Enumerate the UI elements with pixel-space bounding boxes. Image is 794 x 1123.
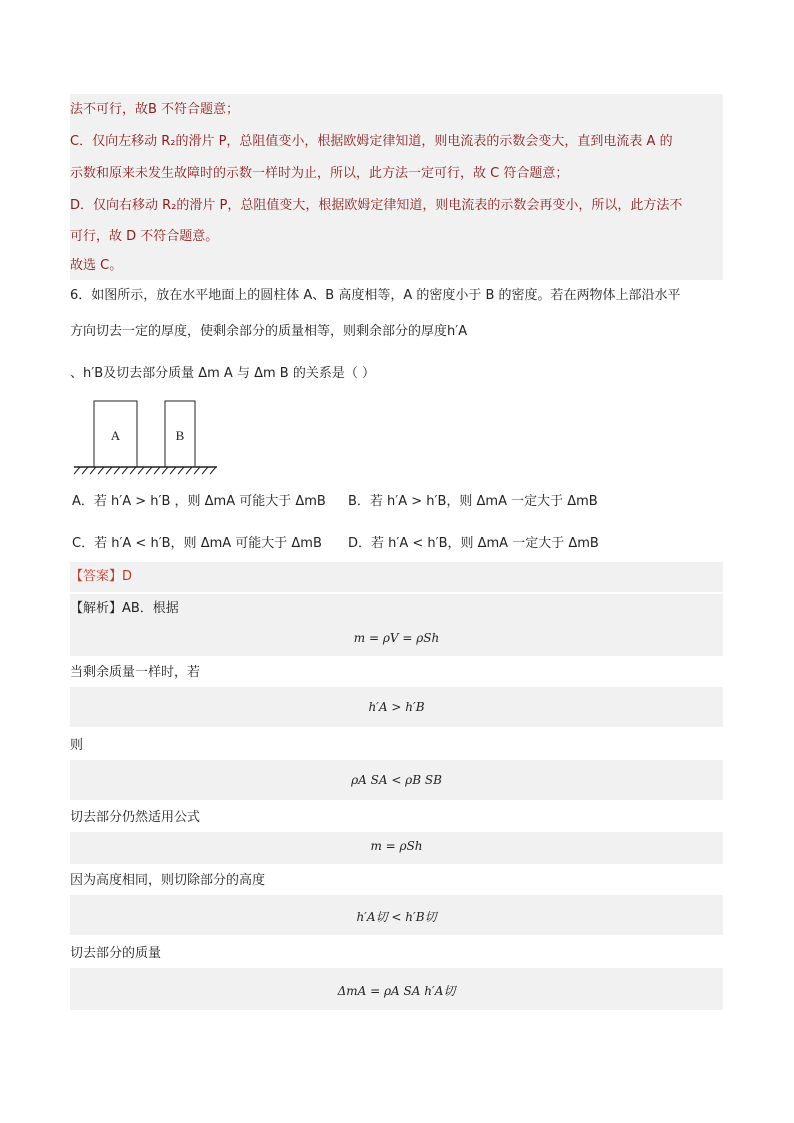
explanation-option-d-line1: D．仅向右移动 R₂的滑片 P，总阻值变大，根据欧姆定律知道，则电流表的示数会再变小，所以，此方法不 [70, 190, 723, 222]
explanation-line: 法不可行，故B 不符合题意； [70, 94, 723, 126]
option-b: B．若 h′A > h′B，则 ΔmA 一定大于 ΔmB [348, 494, 598, 509]
formula-cut-mass: ΔmA = ρA SA h′A切 [337, 984, 456, 998]
analysis-text-5: 切去部分的质量 [70, 946, 162, 961]
explanation-conclusion: 故选 C。 [70, 252, 723, 280]
formula-mass-cut: m = ρSh [370, 839, 423, 853]
formula-density-area: ρA SA < ρB SB [351, 773, 442, 787]
explanation-option-d-line2: 可行，故 D 不符合题意。 [70, 222, 723, 252]
answer-label: 【答案】D [70, 562, 723, 592]
ground-hatching [74, 467, 216, 474]
question-stem-line2: 方向切去一定的厚度，使剩余部分的质量相等，则剩余部分的厚度h′A [70, 324, 468, 339]
analysis-text-3: 切去部分仍然适用公式 [70, 810, 201, 825]
cylinders-figure [72, 398, 222, 476]
explanation-option-c-line2: 示数和原来未发生故障时的示数一样时为止，所以，此方法一定可行，故 C 符合题意； [70, 158, 723, 190]
cylinder-a-label: A [110, 428, 121, 443]
analysis-text-4: 因为高度相同，则切除部分的高度 [70, 873, 266, 888]
analysis-text-2: 则 [70, 738, 84, 753]
analysis-label: 【解析】AB．根据 [70, 594, 723, 624]
option-d: D．若 h′A < h′B，则 ΔmA 一定大于 ΔmB [348, 536, 599, 551]
formula-heights: h′A > h′B [368, 700, 425, 714]
question-stem-line3: 、h′B及切去部分质量 Δm A 与 Δm B 的关系是（ ） [70, 366, 375, 381]
formula-mass: m = ρV = ρSh [353, 631, 440, 645]
question-stem-line1: 6．如图所示，放在水平地面上的圆柱体 A、B 高度相等，A 的密度小于 B 的密度。若在两物体上部沿水平 [70, 288, 681, 303]
option-c: C．若 h′A < h′B，则 ΔmA 可能大于 ΔmB [72, 536, 322, 551]
option-a: A．若 h′A > h′B ，则 ΔmA 可能大于 ΔmB [72, 494, 326, 509]
analysis-text-1: 当剩余质量一样时，若 [70, 665, 201, 680]
cylinder-b-label: B [175, 428, 185, 443]
formula-cut-heights: h′A切 < h′B切 [356, 910, 437, 924]
explanation-option-c-line1: C．仅向左移动 R₂的滑片 P，总阻值变小，根据欧姆定律知道，则电流表的示数会变大，直到电流表 A 的 [70, 126, 723, 158]
